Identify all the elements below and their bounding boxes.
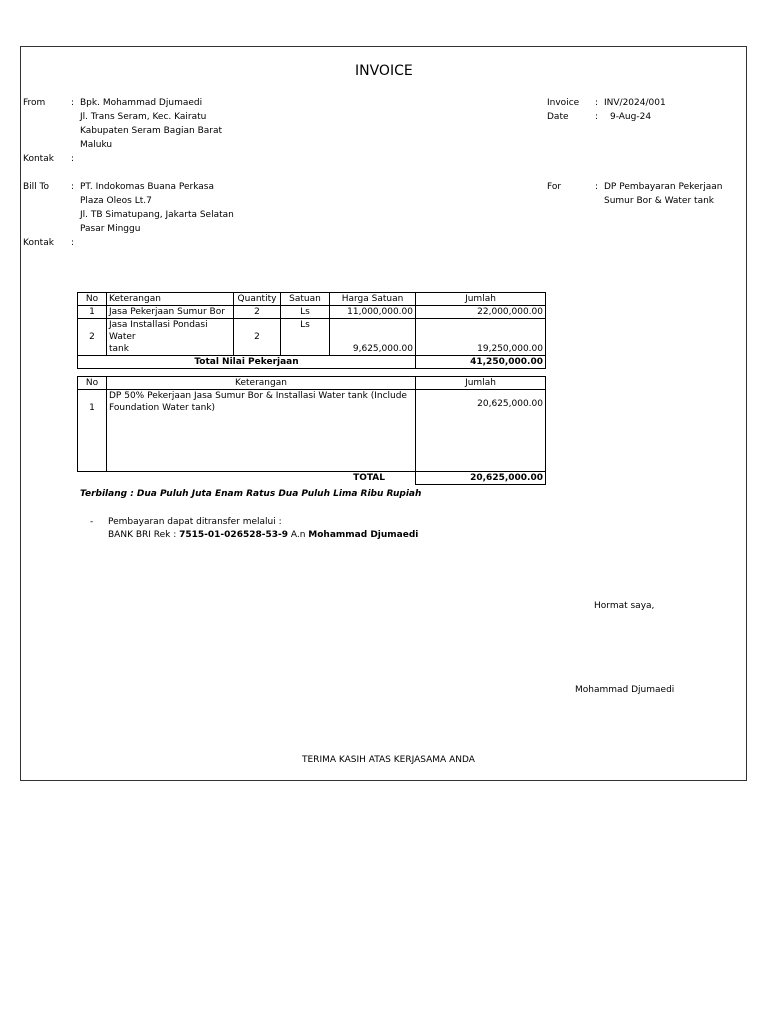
row-quantity: 2	[234, 306, 281, 319]
table-row	[78, 306, 546, 319]
bill-to-kontak-colon: :	[71, 238, 75, 248]
header-harga-satuan: Harga Satuan	[330, 293, 416, 306]
row-no: 1	[78, 306, 107, 319]
header-satuan: Satuan	[281, 293, 330, 306]
header-keterangan: Keterangan	[107, 293, 234, 306]
row-total: 19,250,000.00	[416, 319, 546, 356]
table-row	[78, 319, 546, 356]
empty-cell	[78, 472, 107, 485]
payment-bullet: -	[90, 517, 94, 527]
row-description	[107, 319, 234, 356]
work-items-table	[77, 292, 546, 369]
down-payment-table	[77, 376, 546, 485]
header-quantity: Quantity	[234, 293, 281, 306]
header-no: No	[78, 377, 107, 390]
bill-to-line-3: Jl. TB Simatupang, Jakarta Selatan	[80, 210, 234, 220]
for-label: For	[547, 182, 562, 192]
header-no: No	[78, 293, 107, 306]
row-no: 2	[78, 319, 107, 356]
row-price: 11,000,000.00	[330, 306, 416, 319]
header-jumlah: Jumlah	[416, 377, 546, 390]
invoice-number-colon: :	[595, 98, 599, 108]
row-description-line-1: DP 50% Pekerjaan Jasa Sumur Bor & Installasi Water tank (Include	[109, 391, 407, 401]
bill-to-colon: :	[71, 182, 75, 192]
for-colon: :	[595, 182, 599, 192]
invoice-number: INV/2024/001	[604, 98, 666, 108]
row-description-line-1: Jasa Installasi Pondasi Water	[109, 320, 208, 342]
row-no: 1	[78, 390, 107, 472]
from-line-2: Jl. Trans Seram, Kec. Kairatu	[80, 112, 207, 122]
total-nilai-label: Total Nilai Pekerjaan	[78, 356, 416, 369]
header-keterangan: Keterangan	[107, 377, 416, 390]
total-label: TOTAL	[107, 472, 416, 485]
invoice-date: 9-Aug-24	[610, 112, 652, 122]
for-line-2: Sumur Bor & Water tank	[604, 196, 714, 206]
payment-bank-line	[108, 528, 418, 542]
from-line-4: Maluku	[80, 140, 113, 150]
from-colon: :	[71, 98, 75, 108]
row-description: Jasa Pekerjaan Sumur Bor	[107, 306, 234, 319]
total-value: 20,625,000.00	[416, 472, 546, 485]
page-title: INVOICE	[355, 63, 413, 79]
bill-to-kontak-label: Kontak	[23, 238, 54, 248]
from-line-1: Bpk. Mohammad Djumaedi	[80, 98, 203, 108]
row-unit: Ls	[281, 319, 330, 356]
from-label: From	[23, 98, 46, 108]
table-row	[78, 390, 546, 472]
from-kontak-colon: :	[71, 154, 75, 164]
date-colon: :	[595, 112, 599, 122]
row-amount: 20,625,000.00	[416, 390, 546, 472]
row-description	[107, 390, 416, 472]
closing-text: Hormat saya,	[594, 601, 655, 611]
bank-prefix: BANK BRI Rek :	[108, 530, 180, 540]
terbilang-text: Terbilang : Dua Puluh Juta Enam Ratus Dua Puluh Lima Ribu Rupiah	[80, 489, 422, 499]
table-total-row	[78, 472, 546, 485]
row-description-line-2: Foundation Water tank)	[109, 403, 216, 413]
bank-account-number: 7515-01-026528-53-9	[179, 530, 288, 540]
for-line-1: DP Pembayaran Pekerjaan	[604, 182, 723, 192]
header-jumlah: Jumlah	[416, 293, 546, 306]
row-price: 9,625,000.00	[330, 319, 416, 356]
table-header-row	[78, 293, 546, 306]
bill-to-label: Bill To	[23, 182, 50, 192]
invoice-number-label: Invoice	[547, 98, 580, 108]
bill-to-line-2: Plaza Oleos Lt.7	[80, 196, 152, 206]
footer-thanks: TERIMA KASIH ATAS KERJASAMA ANDA	[302, 755, 475, 765]
row-quantity: 2	[234, 319, 281, 356]
account-name-prefix: A.n	[288, 530, 309, 540]
row-unit: Ls	[281, 306, 330, 319]
payment-line-1: Pembayaran dapat ditransfer melalui :	[108, 517, 282, 527]
table-header-row	[78, 377, 546, 390]
row-total: 22,000,000.00	[416, 306, 546, 319]
from-kontak-label: Kontak	[23, 154, 54, 164]
from-line-3: Kabupaten Seram Bagian Barat	[80, 126, 223, 136]
table-total-row	[78, 356, 546, 369]
row-description-line-2: tank	[109, 344, 129, 354]
account-holder-name: Mohammad Djumaedi	[308, 530, 419, 540]
date-label: Date	[547, 112, 569, 122]
bill-to-line-4: Pasar Minggu	[80, 224, 141, 234]
signature-name: Mohammad Djumaedi	[575, 685, 675, 695]
bill-to-line-1: PT. Indokomas Buana Perkasa	[80, 182, 214, 192]
total-nilai-value: 41,250,000.00	[416, 356, 546, 369]
